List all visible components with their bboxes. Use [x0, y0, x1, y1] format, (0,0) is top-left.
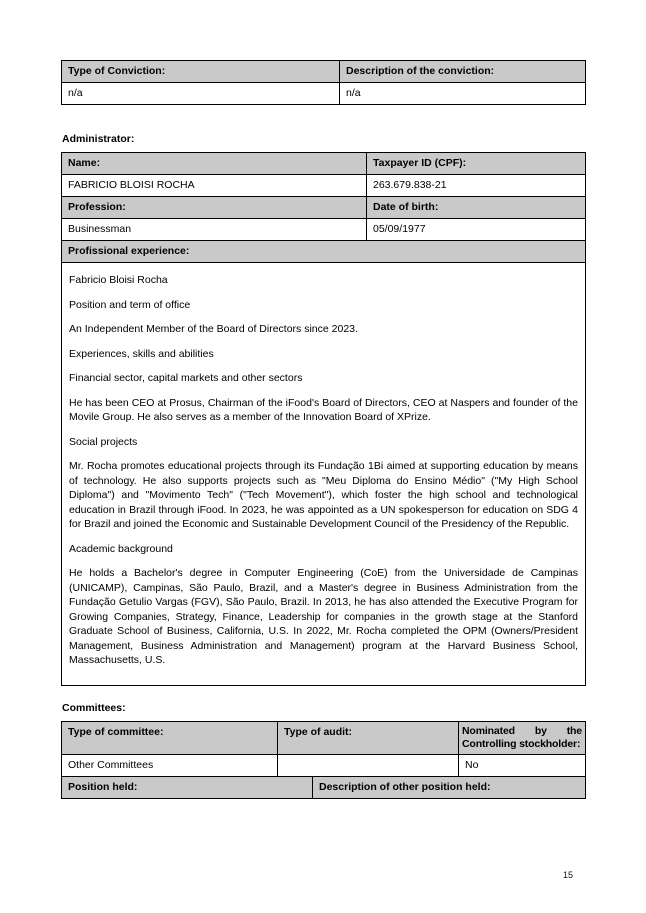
other-position-description-header: Description of other position held:: [313, 776, 586, 798]
table-row: [62, 197, 586, 219]
conviction-description-value: n/a: [340, 83, 586, 105]
name-value: FABRICIO BLOISI ROCHA: [62, 175, 367, 197]
experience-paragraph: Financial sector, capital markets and other sectors: [69, 372, 303, 384]
experience-paragraph: An Independent Member of the Board of Directors since 2023.: [69, 323, 358, 335]
experience-paragraph: Social projects: [69, 435, 138, 448]
table-row: [62, 61, 586, 83]
dob-header: Date of birth:: [367, 197, 586, 219]
name-header: Name:: [62, 153, 367, 175]
conviction-type-value: n/a: [62, 83, 340, 105]
profession-header: Profession:: [62, 197, 367, 219]
table-row: [62, 83, 586, 105]
committees-section-label: Committees:: [62, 701, 126, 714]
audit-type-value: [278, 754, 459, 776]
experience-paragraph: He holds a Bachelor's degree in Computer Engineering (CoE) from the Universidade de Campinas (UNICAMP), Campinas, São Paulo, Brazil, and a Master's degree in Business Administration from the Fundação Getulio Vargas (FGV), São Paulo, Brazil. In 2013, he has also attended the Executive Program for Growing Companies, Strategy, Finance, Leadership for companies in the growth stage at the Stanford Graduate School of Business, California, U.S. In 2022, Mr. Rocha completed the OPM (Owners/President Management, Business Administration and Management) program at the Harvard Business School, Massachusetts, U.S.: [69, 567, 578, 666]
table-row: [62, 175, 586, 197]
experience-paragraph: Position and term of office: [69, 298, 191, 311]
experience-paragraph: Fabricio Bloisi Rocha: [69, 274, 168, 286]
page-number: 15: [562, 870, 573, 880]
experience-paragraph: He has been CEO at Prosus, Chairman of the iFood's Board of Directors, CEO at Naspers and founder of the Movile Group. He also serves as a member of the Innovation Board of XPrize.: [69, 396, 578, 423]
nominated-by-controller-value: No: [459, 754, 586, 776]
table-row: [62, 241, 586, 263]
committee-type-header: Type of committee:: [62, 721, 278, 754]
table-row: [62, 776, 586, 798]
administrator-section-label: Administrator:: [62, 133, 135, 145]
table-row: [62, 721, 586, 754]
audit-type-header: Type of audit:: [278, 721, 459, 754]
experience-paragraph: Experiences, skills and abilities: [69, 347, 214, 360]
conviction-description-header: Description of the conviction:: [340, 61, 586, 83]
experience-paragraph: Mr. Rocha promotes educational projects through its Fundação 1Bi aimed at supporting education by means of technology. He also supports projects such as "Meu Diploma do Ensino Médio" ("My High School Diploma") and "Movimento Tech" ("Tech Movement"), which foster the high school and technological education in Brazil through iFood. In 2023, he was appointed as a UN spokesperson for education on SDG 4 for Brazil and joined the Economic and Sustainable Development Council of the Presidency of the Republic.: [69, 460, 578, 530]
experience-cell: [62, 263, 586, 686]
committee-type-value: Other Committees: [62, 754, 278, 776]
table-row: [62, 153, 586, 175]
conviction-type-header: Type of Conviction:: [62, 61, 340, 83]
nominated-by-controller-header: Nominated by the Controlling stockholder:: [459, 721, 586, 754]
table-row: [62, 219, 586, 241]
experience-header: Profissional experience:: [62, 241, 586, 263]
dob-value: 05/09/1977: [367, 219, 586, 241]
conviction-table: [61, 60, 586, 105]
committees-table: [61, 721, 586, 799]
experience-paragraph: Academic background: [69, 542, 173, 555]
cpf-header: Taxpayer ID (CPF):: [367, 153, 586, 175]
administrator-table: [61, 152, 586, 686]
profession-value: Businessman: [62, 219, 367, 241]
cpf-value: 263.679.838-21: [367, 175, 586, 197]
page-content: [61, 60, 585, 799]
position-held-header: Position held:: [62, 776, 313, 798]
table-row: [62, 754, 586, 776]
table-row: [62, 263, 586, 686]
